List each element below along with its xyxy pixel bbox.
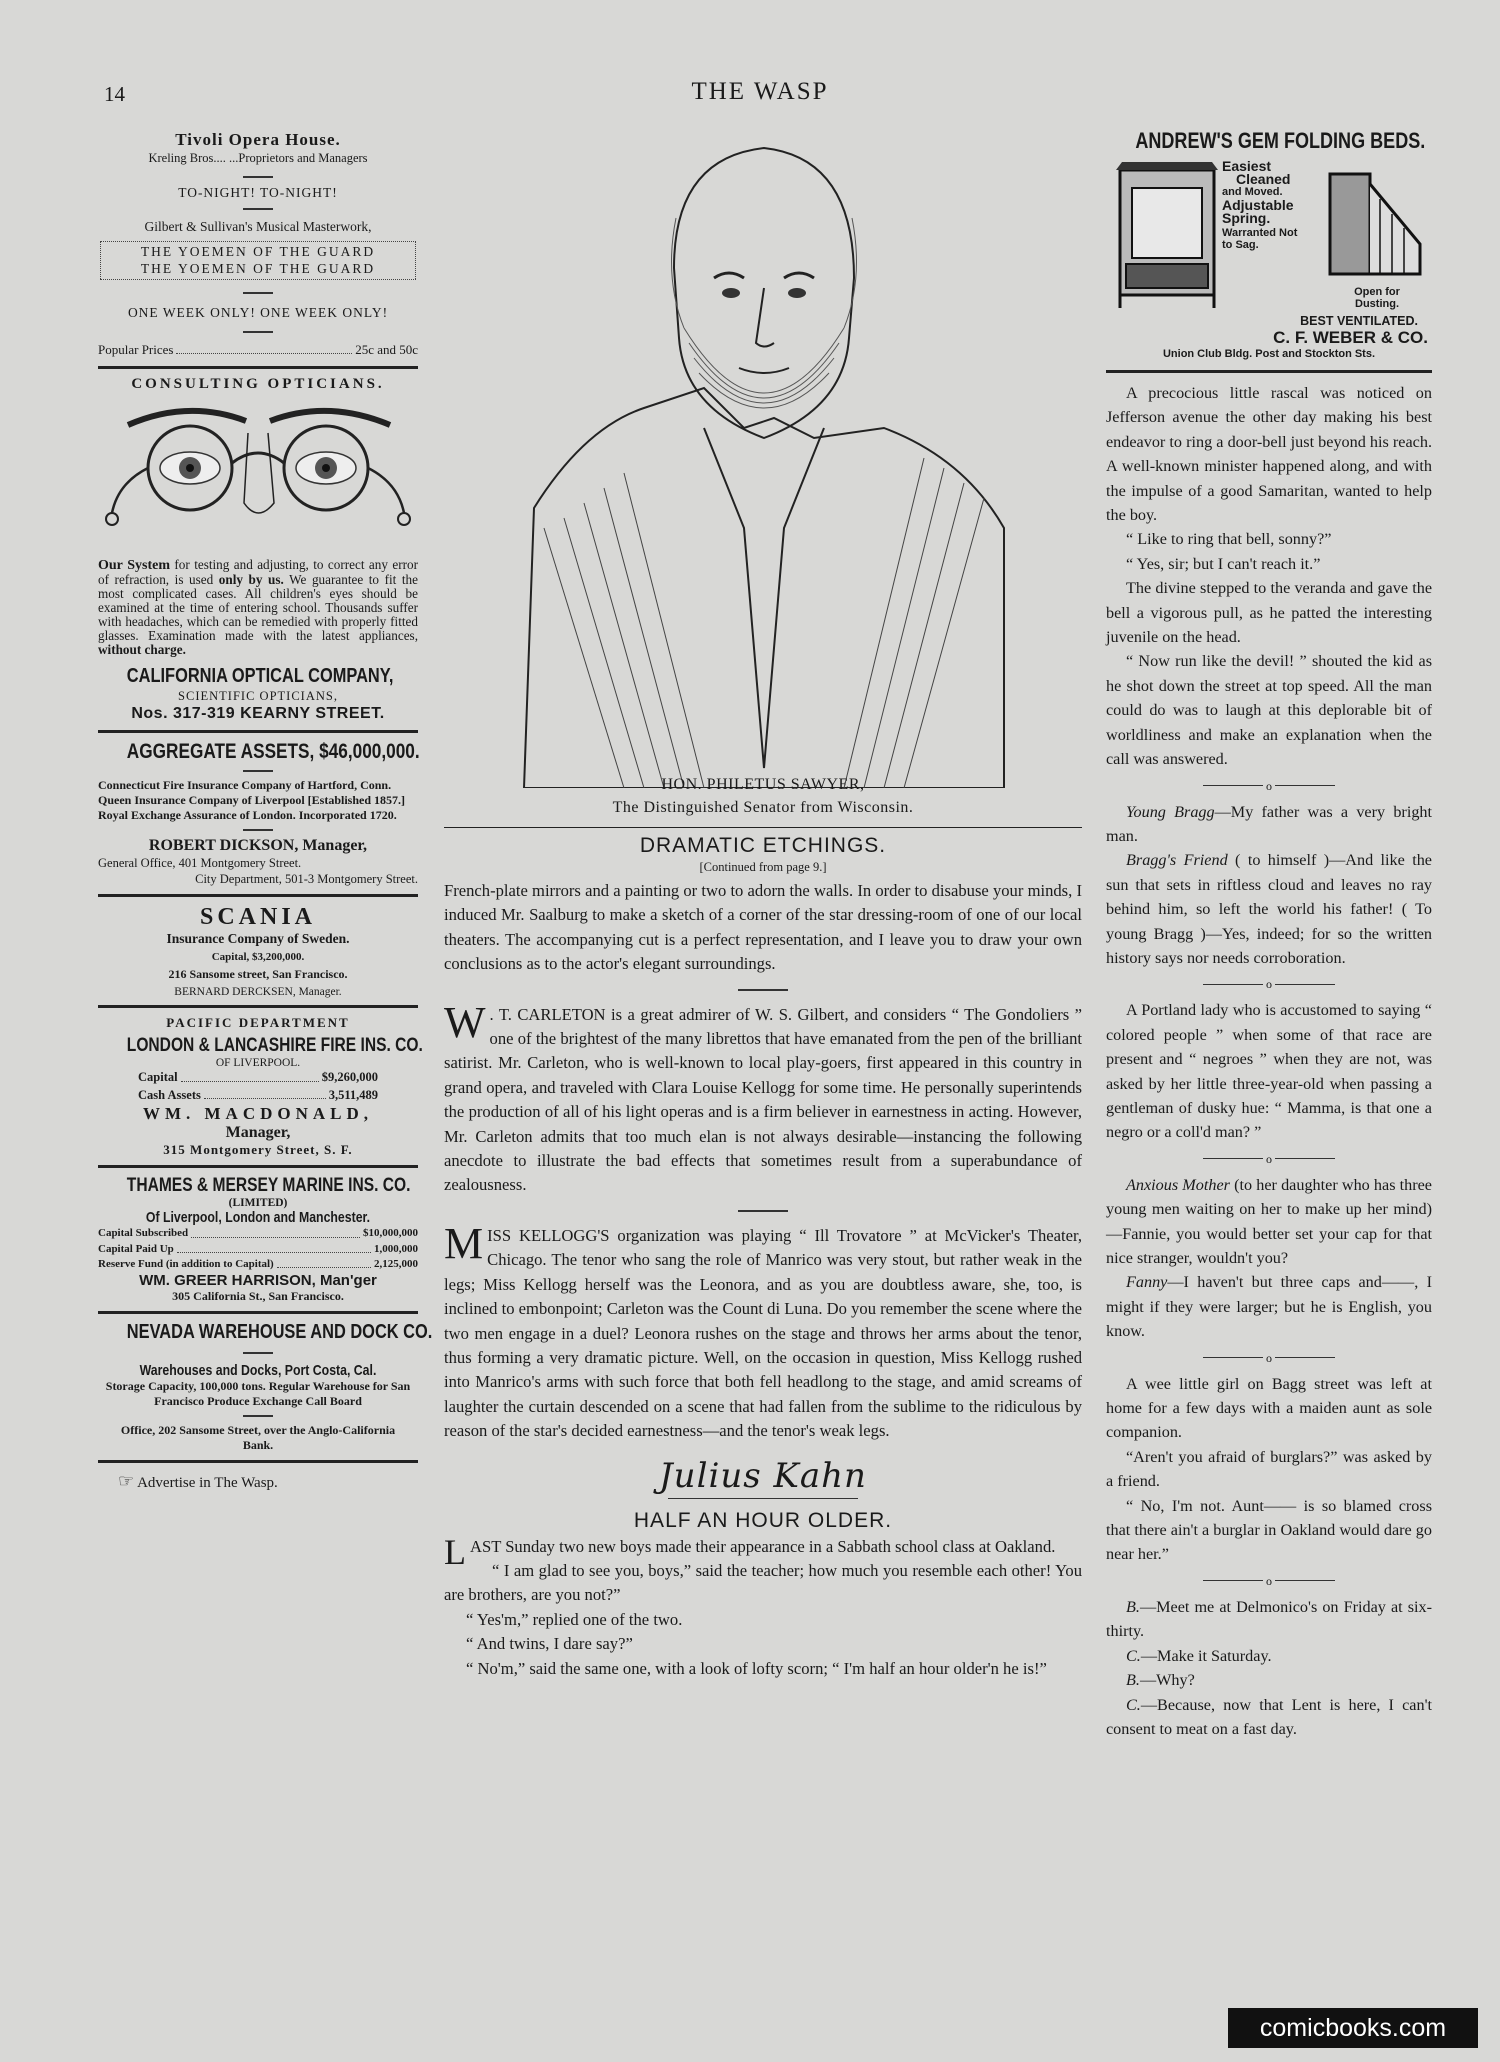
dramatic-etchings-article bbox=[444, 834, 1082, 1499]
dialogue-speaker: C. bbox=[1126, 1695, 1141, 1714]
thames-manager: WM. GREER HARRISON, Man'ger bbox=[139, 1272, 377, 1290]
beds-feature: Easiest bbox=[1222, 158, 1272, 174]
dropcap-l: L bbox=[444, 1531, 466, 1572]
aggregate-company: Queen Insurance Company of Liverpool [Established 1857.] bbox=[98, 792, 406, 807]
portrait-caption-name: HON. PHILETUS SAWYER, bbox=[661, 776, 865, 793]
beds-company: C. F. WEBER & CO. bbox=[1273, 328, 1428, 347]
scania-manager: BERNARD DERCKSEN, Manager. bbox=[174, 986, 342, 999]
dialogue-speaker: B. bbox=[1126, 1671, 1140, 1690]
divider-ornament: o bbox=[1106, 780, 1432, 792]
beds-address: Union Club Bldg. Post and Stockton Sts. bbox=[1162, 348, 1376, 360]
beds-features bbox=[1222, 160, 1302, 251]
dramatic-title: DRAMATIC ETCHINGS. bbox=[639, 834, 887, 857]
half-hour-title: HALF AN HOUR OLDER. bbox=[633, 1508, 893, 1532]
advertise-text: Advertise in The Wasp. bbox=[137, 1475, 278, 1492]
thames-row-value: 1,000,000 bbox=[374, 1242, 418, 1255]
thames-title: THAMES & MERSEY MARINE INS. CO. bbox=[126, 1175, 411, 1197]
half-hour-paragraph: “ Yes'm,” replied one of the two. bbox=[466, 1609, 683, 1629]
opticians-address: Nos. 317-319 KEARNY STREET. bbox=[131, 704, 385, 722]
speaker-name: Anxious Mother bbox=[1126, 1175, 1230, 1194]
story-paragraph: A precocious little rascal was noticed on Jefferson avenue the other day making his best endeavor to ring a door-bell just beyond his reach. A well-known minister happened along, and with the impulse of a good Samaritan, wanted to help the boy. bbox=[1106, 384, 1432, 525]
nevada-ad bbox=[98, 1321, 433, 1453]
tivoli-show-line-1: THE YOEMEN OF THE GUARD bbox=[140, 244, 376, 260]
opticians-title: CONSULTING OPTICIANS. bbox=[131, 376, 385, 393]
opticians-company: CALIFORNIA OPTICAL COMPANY, bbox=[126, 665, 394, 688]
dialogue-line bbox=[1106, 1644, 1432, 1668]
beds-feature: Adjustable bbox=[1222, 197, 1294, 213]
scania-address: 216 Sansome street, San Francisco. bbox=[168, 967, 348, 982]
thames-of: Of Liverpool, London and Manchester. bbox=[145, 1209, 371, 1227]
beds-feature: Cleaned bbox=[1236, 171, 1291, 187]
thames-figures bbox=[98, 1226, 418, 1272]
source-watermark: comicbooks.com bbox=[1228, 2008, 1478, 2048]
scania-ad bbox=[98, 904, 418, 998]
london-row bbox=[138, 1069, 378, 1087]
speaker-name: Fanny bbox=[1126, 1273, 1168, 1292]
thames-row-label: Reserve Fund (in addition to Capital) bbox=[98, 1257, 274, 1270]
thames-ad bbox=[98, 1175, 418, 1304]
divider-ornament: o bbox=[1106, 1153, 1432, 1165]
dialogue-speaker: B. bbox=[1126, 1597, 1140, 1616]
london-address: 315 Montgomery Street, S. F. bbox=[163, 1142, 353, 1158]
dialogue-text: —Meet me at Delmonico's on Friday at six-thirty. bbox=[1106, 1597, 1432, 1641]
dramatic-paragraph: French-plate mirrors and a painting or two to adorn the walls. In order to disabuse your minds, I induced Mr. Saalburg to make a sketch of a corner of the star dressing-room of one of our local theaters. The accompanying cut is a perfect representation, and I leave you to draw your own conclusions as to the actor's elegant surroundings. bbox=[444, 881, 1082, 974]
tivoli-show-line-2: THE YOEMEN OF THE GUARD bbox=[140, 260, 376, 276]
london-of: OF LIVERPOOL. bbox=[215, 1057, 301, 1070]
thames-row-value: 2,125,000 bbox=[374, 1257, 418, 1270]
speaker-text: ( to himself )—And like the sun that sets in riftless cloud and leaves no ray behind him, so left the world his father! ( To young Bragg )—Yes, indeed; for so the written history says nor needs corroboration. bbox=[1106, 851, 1432, 967]
london-title: LONDON & LANCASHIRE FIRE INS. CO. bbox=[126, 1035, 423, 1057]
left-column-ads bbox=[98, 128, 433, 1492]
speaker-name: Young Bragg bbox=[1126, 802, 1215, 821]
beds-open: Open for Dusting. bbox=[1354, 286, 1400, 310]
beds-warranted: Warranted Not to Sag. bbox=[1222, 227, 1298, 251]
dramatic-paragraph bbox=[444, 1218, 1082, 1444]
page-number: 14 bbox=[104, 82, 125, 106]
beds-feature: and Moved. bbox=[1222, 186, 1283, 198]
london-row-label: Cash Assets bbox=[138, 1087, 201, 1102]
london-row-value: $9,260,000 bbox=[321, 1070, 378, 1085]
nevada-title: NEVADA WAREHOUSE AND DOCK CO. bbox=[126, 1321, 433, 1344]
beds-feature: Spring. bbox=[1222, 210, 1271, 226]
nevada-sub: Warehouses and Docks, Port Costa, Cal. bbox=[139, 1362, 377, 1380]
london-row bbox=[138, 1087, 378, 1105]
dialogue-line bbox=[1106, 1693, 1432, 1742]
right-column bbox=[1106, 128, 1432, 1741]
aggregate-companies bbox=[98, 778, 418, 823]
dialogue-line bbox=[1106, 1668, 1432, 1692]
dialogue-speaker: C. bbox=[1126, 1646, 1141, 1665]
aggregate-office-2: City Department, 501-3 Montgomery Street. bbox=[195, 871, 418, 886]
story-paragraph: The divine stepped to the veranda and gave the bell a vigorous pull, as he patted the interesting juvenile on the head. bbox=[1106, 579, 1432, 647]
london-ad bbox=[98, 1015, 423, 1158]
nevada-office: Office, 202 Sansome Street, over the Anglo-California Bank. bbox=[120, 1423, 396, 1453]
speaker-text: (to her daughter who has three young men waiting on her to make up her mind)—Fannie, you would better set your cap for that nice stranger, wouldn't you? bbox=[1106, 1175, 1432, 1267]
tivoli-prices-label: Popular Prices bbox=[98, 342, 174, 358]
dramatic-paragraph bbox=[444, 997, 1082, 1198]
thames-row bbox=[98, 1242, 418, 1257]
middle-column bbox=[444, 128, 1082, 1681]
divider-ornament: o bbox=[1106, 978, 1432, 990]
london-row-label: Capital bbox=[138, 1070, 178, 1085]
bagg-paragraph: “Aren't you afraid of burglars?” was asked by a friend. bbox=[1106, 1447, 1432, 1491]
half-hour-paragraph: “ I am glad to see you, boys,” said the teacher; how much you resemble each other! You are brothers, are you not?” bbox=[444, 1560, 1082, 1605]
tivoli-tonight: TO-NIGHT! TO-NIGHT! bbox=[178, 185, 338, 201]
cabinet-bed-icon bbox=[1112, 160, 1222, 310]
thames-row-value: $10,000,000 bbox=[363, 1227, 418, 1240]
masthead: THE WASP bbox=[691, 78, 829, 105]
portland-story: A Portland lady who is accustomed to saying “ colored people ” when some of that race are present and “ negroes ” when they are not, was asked by her little three-year-old when passing a gentleman of dusky hue: “ Mamma, is that one a negro or a coll'd man? ” bbox=[1106, 1001, 1432, 1142]
tivoli-proprietors: Kreling Bros.... ...Proprietors and Managers bbox=[148, 151, 368, 165]
thames-row bbox=[98, 1257, 418, 1272]
opticians-ad bbox=[98, 376, 418, 722]
thames-row-label: Capital Subscribed bbox=[98, 1227, 189, 1240]
half-hour-paragraph: “ And twins, I dare say?” bbox=[466, 1634, 633, 1654]
tivoli-title: Tivoli Opera House. bbox=[175, 130, 341, 149]
dialogue-text: —Make it Saturday. bbox=[1140, 1646, 1272, 1665]
nevada-body: Storage Capacity, 100,000 tons. Regular Warehouse for San Francisco Produce Exchange Call Board bbox=[105, 1379, 411, 1409]
anxious-line bbox=[1106, 1270, 1432, 1343]
half-hour-paragraph: “ No'm,” said the same one, with a look of lofty scorn; “ I'm half an hour older'n he is!” bbox=[466, 1658, 1047, 1678]
opticians-only: only by us. bbox=[218, 572, 284, 588]
tivoli-show-box bbox=[100, 241, 416, 279]
opticians-body-1: for testing and adjusting, to correct any error of refraction, is used bbox=[98, 557, 418, 588]
half-hour-paragraph bbox=[444, 1531, 1082, 1572]
page-header bbox=[100, 78, 1420, 118]
dramatic-continued: [Continued from page 9.] bbox=[699, 860, 827, 874]
aggregate-title: AGGREGATE ASSETS, $46,000,000. bbox=[126, 739, 420, 763]
bragg-line bbox=[1106, 848, 1432, 970]
beds-title: ANDREW'S GEM FOLDING BEDS. bbox=[1135, 128, 1426, 153]
dropcap-m: M bbox=[444, 1218, 484, 1268]
story-paragraph: “ Like to ring that bell, sonny?” bbox=[1126, 530, 1332, 549]
london-dept: PACIFIC DEPARTMENT bbox=[166, 1015, 350, 1031]
half-hour-paragraph-text: AST Sunday two new boys made their appearance in a Sabbath school class at Oakland. bbox=[470, 1536, 1056, 1556]
dialogue-text: —Why? bbox=[1139, 1671, 1195, 1690]
tivoli-prices bbox=[98, 341, 418, 359]
dramatic-paragraph-text: ISS KELLOGG'S organization was playing “ Ill Trovatore ” at McVicker's Theater, Chicago. The tenor who sang the role of Manrico was very stout, but rather weak in the legs; Miss Kellogg herself was the Leonora, and as you are doubtless aware, she, too, is inclined to embonpoint; Carleton was the Count di Luna. Do you remember the scene where the two men engage in a duel? Leonora rushes on the stage and throws her arms about the tenor, thus forming a very dramatic picture. Well, on the occasion in question, Miss Kellogg rushed into Manrico's arms with such force that both fell headlong to the stage, and amid screams of laughter the curtain descended on a scene that had fallen from the sublime to the ridiculous by reason of the star's decided earnestness—and the tenor's weak legs. bbox=[444, 1225, 1082, 1441]
london-row-value: 3,511,489 bbox=[328, 1087, 378, 1102]
spectacles-eyes-icon bbox=[98, 393, 418, 553]
opticians-body-2: We guarantee to fit the most complicated cases. All children's eyes should be examined at the time of entering school. Thousands suffer with headaches, which can be remedied with properly fitted glasses. Examination made with the latest appliances, bbox=[98, 572, 418, 644]
opticians-sub: SCIENTIFIC OPTICIANS, bbox=[178, 689, 338, 704]
dropcap-w: W bbox=[444, 997, 486, 1047]
thames-row bbox=[98, 1226, 418, 1241]
advertise-line bbox=[98, 1471, 418, 1492]
speaker-name: Bragg's Friend bbox=[1126, 851, 1228, 870]
aggregate-ad bbox=[98, 740, 418, 888]
speaker-text: —My father was a very bright man. bbox=[1106, 802, 1432, 845]
divider-ornament: o bbox=[1106, 1352, 1432, 1364]
scania-sub: Insurance Company of Sweden. bbox=[166, 931, 350, 947]
scania-capital: Capital, $3,200,000. bbox=[211, 951, 305, 964]
dialogue-text: —Because, now that Lent is here, I can't consent to meat on a fast day. bbox=[1106, 1695, 1432, 1738]
pointing-hand-icon: ☞ bbox=[118, 1471, 135, 1492]
story-paragraph: “ Now run like the devil! ” shouted the kid as he shot down the street at top speed. All the man could do was to laugh at this deplorable bit of worldliness and make an explanation when the call was answered. bbox=[1106, 652, 1432, 769]
thames-limited: (LIMITED) bbox=[228, 1197, 288, 1210]
thames-address: 305 California St., San Francisco. bbox=[172, 1289, 344, 1304]
london-role: Manager, bbox=[225, 1124, 291, 1142]
opticians-body bbox=[98, 558, 418, 657]
bagg-paragraph: “ No, I'm not. Aunt—— is so blamed cross that there ain't a burglar in Oakland would dare go near her.” bbox=[1106, 1496, 1432, 1564]
dramatic-paragraph-text: . T. CARLETON is a great admirer of W. S. Gilbert, and considers “ The Gondoliers ” one of the brightest of the many librettos that have emanated from the pen of the brilliant satirist. Mr. Carleton, who is well-known to local play-goers, first appeared in this country in grand opera, and traveled with Clara Louise Kellogg for some time. He personally superintends the production of all of his light operas and is a firm believer in earnestness in acting. However, Mr. Carleton admits that too much elan is not always desirable—instancing the following anecdote to illustrate the bad effects that sometimes result from a superabundance of zealousness. bbox=[444, 1004, 1082, 1195]
beds-ventilated: BEST VENTILATED. bbox=[1300, 314, 1418, 328]
anxious-line bbox=[1106, 1173, 1432, 1271]
aggregate-office-1: General Office, 401 Montgomery Street. bbox=[98, 855, 302, 870]
aggregate-company: Connecticut Fire Insurance Company of Hartford, Conn. bbox=[98, 777, 392, 792]
senator-portrait-engraving bbox=[444, 128, 1082, 788]
thames-row-label: Capital Paid Up bbox=[98, 1242, 174, 1255]
right-column-stories bbox=[1106, 381, 1432, 1741]
bragg-line bbox=[1106, 800, 1432, 849]
tivoli-week: ONE WEEK ONLY! ONE WEEK ONLY! bbox=[127, 304, 389, 320]
aggregate-manager: ROBERT DICKSON, Manager, bbox=[148, 836, 368, 854]
london-figures bbox=[98, 1069, 418, 1104]
folding-beds-ad bbox=[1106, 128, 1432, 360]
opticians-system-lead: Our System bbox=[98, 558, 171, 574]
half-hour-article bbox=[444, 1509, 1082, 1681]
bagg-paragraph: A wee little girl on Bagg street was left at home for a few days with a maiden aunt as sole companion. bbox=[1106, 1374, 1432, 1442]
divider-ornament: o bbox=[1106, 1575, 1432, 1587]
london-name: WM. MACDONALD, bbox=[142, 1104, 374, 1124]
opticians-without: without charge. bbox=[98, 642, 186, 658]
open-bed-icon bbox=[1320, 164, 1428, 284]
tivoli-ad bbox=[98, 130, 418, 359]
scania-title: SCANIA bbox=[199, 904, 316, 931]
dialogue-line bbox=[1106, 1595, 1432, 1644]
portrait-caption-title: The Distinguished Senator from Wisconsin. bbox=[612, 799, 914, 816]
aggregate-company: Royal Exchange Assurance of London. Incorporated 1720. bbox=[98, 807, 397, 822]
speaker-text: —I haven't but three caps and——, I might if they were larger; but he is English, you know. bbox=[1106, 1273, 1432, 1341]
story-paragraph: “ Yes, sir; but I can't reach it.” bbox=[1126, 554, 1321, 573]
author-signature: Julius Kahn bbox=[659, 1455, 867, 1496]
tivoli-masterwork: Gilbert & Sullivan's Musical Masterwork, bbox=[144, 218, 372, 234]
tivoli-prices-value: 25c and 50c bbox=[355, 342, 418, 358]
